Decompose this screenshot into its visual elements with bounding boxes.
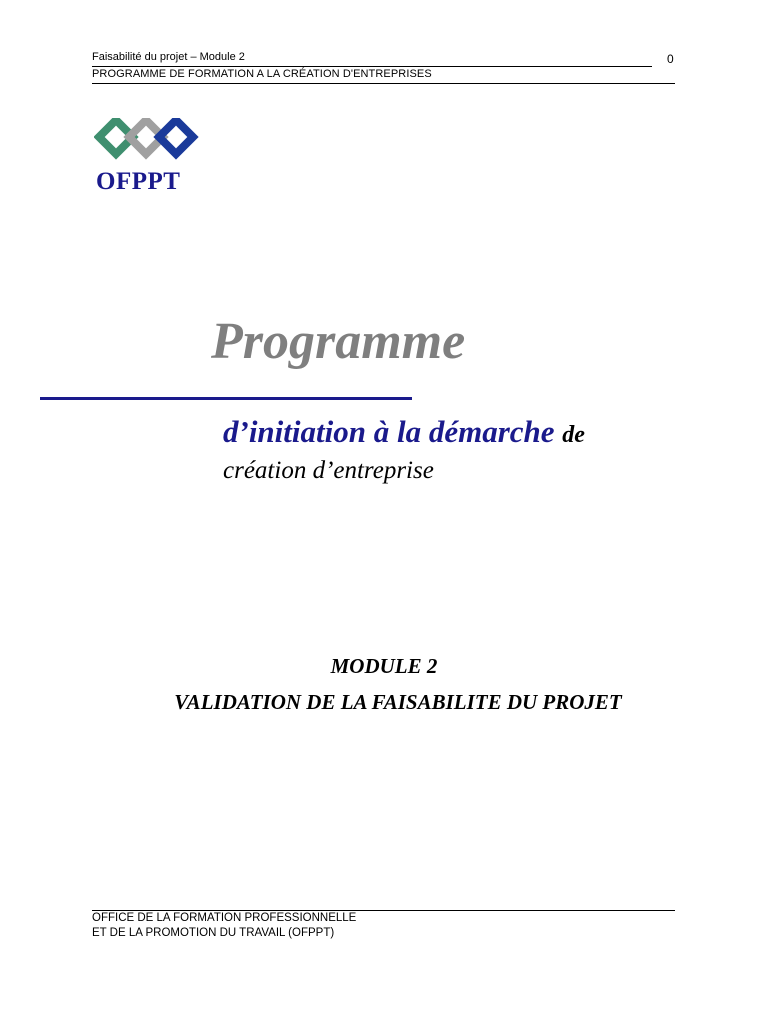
header-rule-bottom — [92, 83, 675, 84]
subtitle-main: d’initiation à la démarche — [223, 414, 555, 449]
module-title: VALIDATION DE LA FAISABILITE DU PROJET — [174, 690, 622, 714]
subtitle-line2: création d’entreprise — [223, 457, 434, 484]
page-number: 0 — [667, 52, 674, 66]
header-rule-top — [92, 66, 652, 67]
subtitle-connector: de — [562, 422, 585, 448]
header-program: PROGRAMME DE FORMATION A LA CRÉATION D'ENTREPRISES — [92, 68, 432, 80]
footer-line2: ET DE LA PROMOTION DU TRAVAIL (OFPPT) — [92, 927, 335, 939]
module-label: MODULE 2 — [330, 654, 438, 678]
ofppt-logo-icon — [94, 118, 200, 170]
logo-text: OFPPT — [96, 168, 181, 195]
title-divider — [40, 397, 412, 400]
footer-rule — [92, 910, 675, 911]
page-title: Programme — [211, 313, 466, 370]
header-doc-title: Faisabilité du projet – Module 2 — [92, 51, 245, 63]
footer-line1: OFFICE DE LA FORMATION PROFESSIONNELLE — [92, 912, 357, 924]
subtitle-line1 — [223, 414, 585, 450]
